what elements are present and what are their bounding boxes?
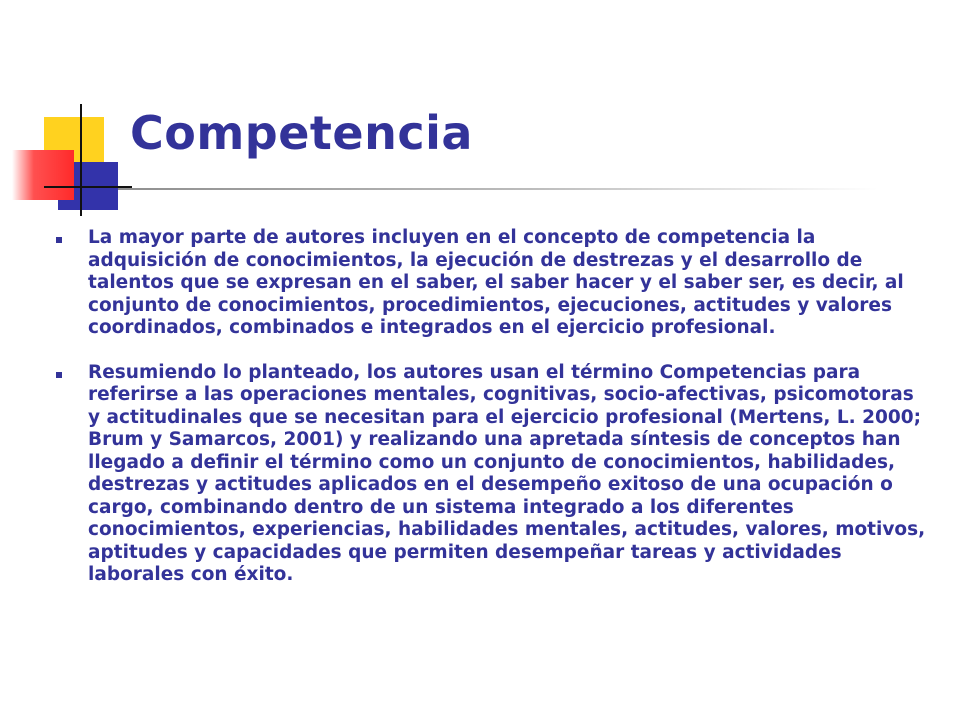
square-bullet-icon xyxy=(56,372,62,378)
bullet-item xyxy=(50,227,930,340)
vertical-line xyxy=(80,104,82,216)
bullet-text: Resumiendo lo planteado, los autores usan el término Competencias para referirse a las operaciones mentales, cognitivas, socio-afectivas, psicomotoras y actitudinales que se necesitan para el ejercicio profesional (Mertens, L. 2000; Brum y Samarcos, 2001) y realizando una apretada síntesis de conceptos han llegado a definir el término como un conjunto de conocimientos, habilidades, destrezas y actitudes aplicados en el desempeño exitoso de una ocupación o cargo, combinando dentro de un sistema integrado a los diferentes conocimientos, experiencias, habilidades mentales, actitudes, valores, motivos, aptitudes y capacidades que permiten desempeñar tareas y actividades laborales con éxito. xyxy=(88,361,926,585)
red-square xyxy=(12,150,74,200)
slide-title: Competencia xyxy=(130,106,473,160)
bullet-text: La mayor parte de autores incluyen en el concepto de competencia la adquisición de conocimientos, la ejecución de destrezas y el desarrollo de talentos que se expresan en el saber, el saber hacer y el saber ser, es decir, al conjunto de conocimientos, procedimientos, ejecuciones, actitudes y valores coordinados, combinados e integrados en el ejercicio profesional. xyxy=(88,227,904,338)
square-bullet-icon xyxy=(56,237,62,243)
bullet-list xyxy=(50,227,930,587)
bullet-item xyxy=(50,362,930,587)
title-underline xyxy=(118,188,878,190)
decorative-squares-logo xyxy=(0,0,140,230)
slide-content xyxy=(50,227,930,609)
